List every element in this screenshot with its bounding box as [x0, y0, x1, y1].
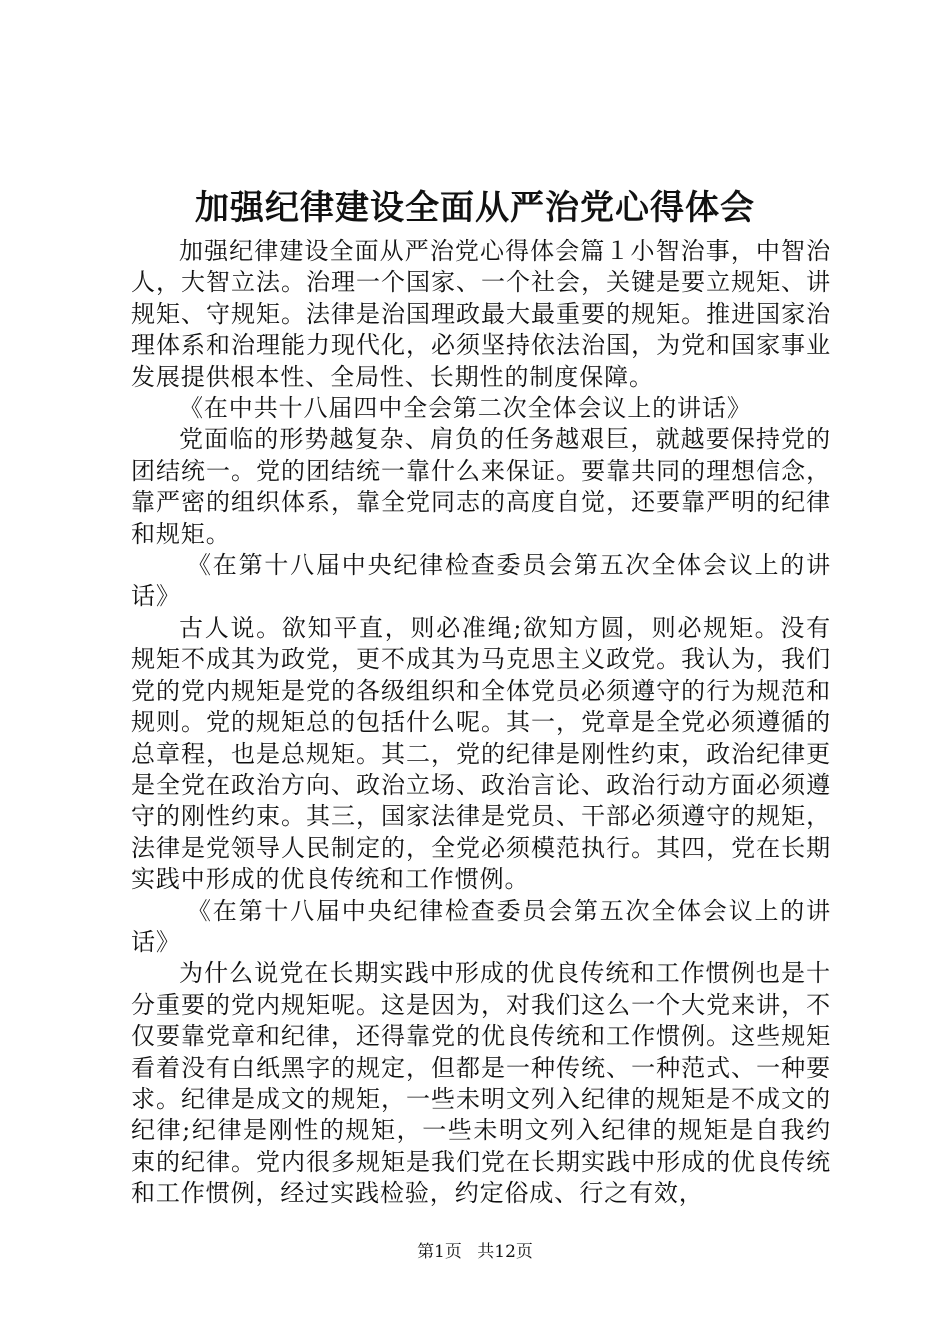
- document-title: 加强纪律建设全面从严治党心得体会: [195, 188, 755, 228]
- citation-1: 《在中共十八届四中全会第二次全体会议上的讲话》: [179, 394, 752, 423]
- paragraph-4: 为什么说党在长期实践中形成的优良传统和工作惯例也是十分重要的党内规矩呢。这是因为，对我们这么一个大党来讲，不仅要靠党章和纪律，还得靠党的优良传统和工作惯例。这些规矩看着没有白纸黑字的规定，但都是一种传统、一种范式、一种要求。纪律是成文的规矩，一些未明文列入纪律的规矩是不成文的纪律;纪律是刚性的规矩，一些未明文列入纪律的规矩是自我约束的纪律。党内很多规矩是我们党在长期实践中形成的优良传统和工作惯例，经过实践检验，约定俗成、行之有效，: [131, 959, 831, 1208]
- page-number: 第1页: [417, 1242, 462, 1262]
- page-footer: [0, 1240, 950, 1264]
- paragraph-3: 古人说。欲知平直，则必准绳;欲知方圆，则必规矩。没有规矩不成其为政党，更不成其为马克思主义政党。我认为，我们党的党内规矩是党的各级组织和全体党员必须遵守的行为规范和规则。党的规矩总的包括什么呢。其一，党章是全党必须遵循的总章程，也是总规矩。其二，党的纪律是刚性约束，政治纪律更是全党在政治方向、政治立场、政治言论、政治行动方面必须遵守的刚性约束。其三，国家法律是党员、干部必须遵守的规矩，法律是党领导人民制定的，全党必须模范执行。其四，党在长期实践中形成的优良传统和工作惯例。: [131, 613, 831, 894]
- page-total: 共12页: [477, 1242, 533, 1262]
- paragraph-1: 加强纪律建设全面从严治党心得体会篇１小智治事，中智治人，大智立法。治理一个国家、一个社会，关键是要立规矩、讲规矩、守规矩。法律是治国理政最大最重要的规矩。推进国家治理体系和治理能力现代化，必须坚持依法治国，为党和国家事业发展提供根本性、全局性、长期性的制度保障。: [131, 237, 831, 391]
- paragraph-2: 党面临的形势越复杂、肩负的任务越艰巨，就越要保持党的团结统一。党的团结统一靠什么来保证。要靠共同的理想信念，靠严密的组织体系，靠全党同志的高度自觉，还要靠严明的纪律和规矩。: [131, 425, 831, 548]
- citation-2: 《在第十八届中央纪律检查委员会第五次全体会议上的讲话》: [131, 551, 831, 611]
- document-body: [131, 236, 831, 1210]
- citation-3: 《在第十八届中央纪律检查委员会第五次全体会议上的讲话》: [131, 896, 831, 956]
